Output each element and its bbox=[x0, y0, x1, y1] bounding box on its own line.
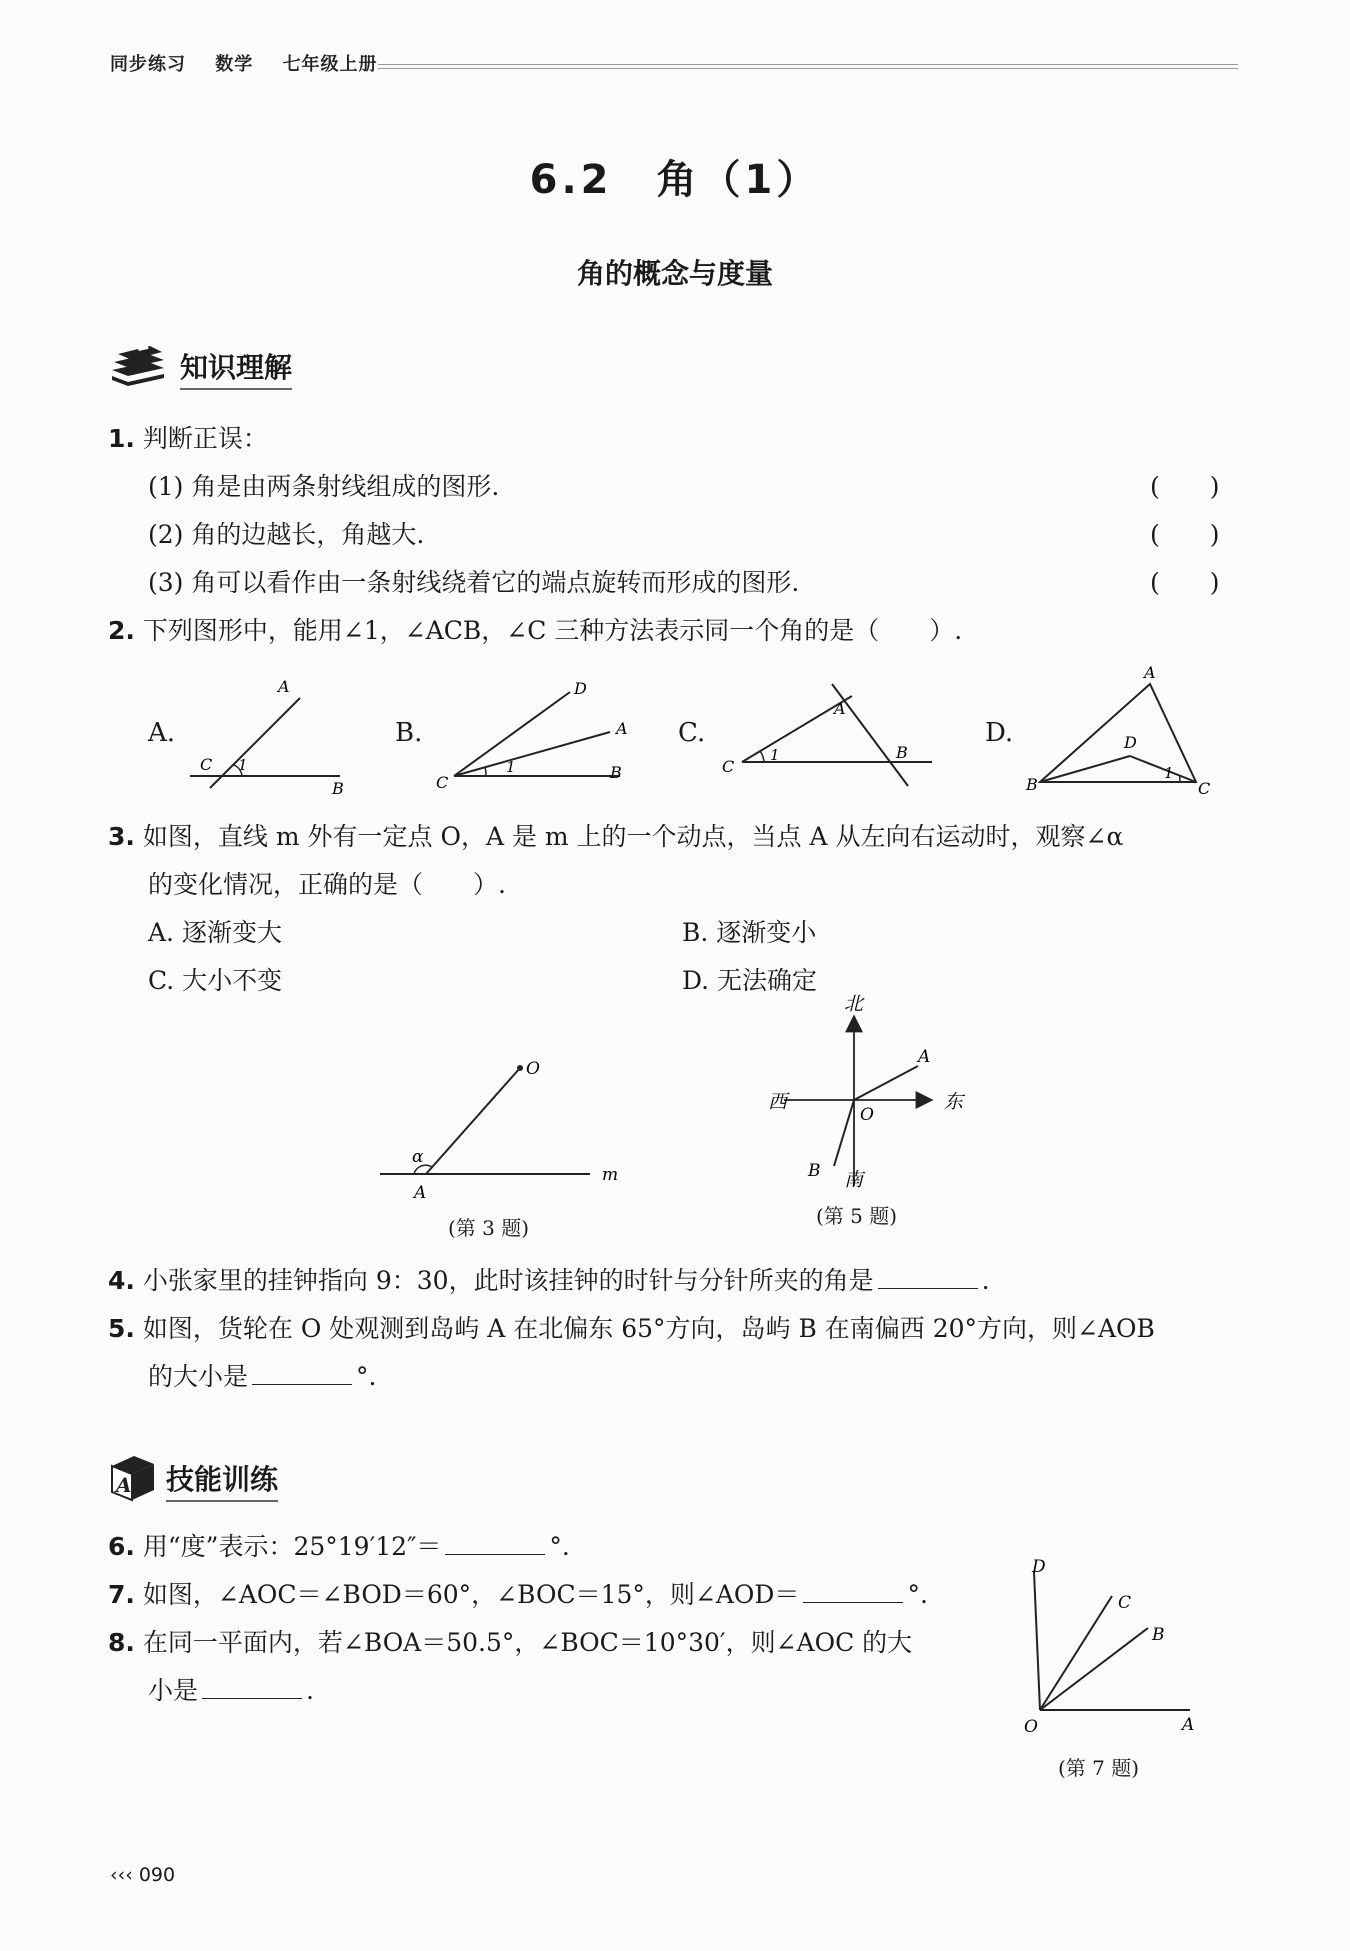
question-3-option-d: D. 无法确定 bbox=[682, 966, 818, 995]
question-1-number: 1. bbox=[108, 424, 135, 453]
question-8-text-2: 小是 bbox=[148, 1676, 199, 1705]
label-m: m bbox=[602, 1165, 619, 1185]
section-knowledge-title: 知识理解 bbox=[180, 346, 292, 390]
option-a-label: A. bbox=[148, 718, 176, 748]
figure-question-5 bbox=[760, 990, 980, 1200]
label-o: O bbox=[526, 1059, 540, 1079]
question-6-end: °. bbox=[549, 1532, 570, 1561]
option-c-label: C. bbox=[678, 718, 706, 748]
question-3-option-a: A. 逐渐变大 bbox=[148, 918, 282, 947]
answer-blank-8[interactable] bbox=[202, 1674, 302, 1699]
question-5-line-2 bbox=[148, 1360, 376, 1394]
figure-option-b bbox=[430, 672, 640, 802]
question-8-number: 8. bbox=[108, 1628, 135, 1657]
a-cube-icon bbox=[108, 1452, 158, 1502]
question-1-text: 判断正误： bbox=[142, 424, 268, 453]
label-b: B bbox=[610, 763, 622, 782]
question-3-text-2: 的变化情况，正确的是（ ）. bbox=[148, 870, 506, 899]
figure-question-3 bbox=[370, 1050, 630, 1210]
question-5-text-1: 如图，货轮在 O 处观测到岛屿 A 在北偏东 65°方向，岛屿 B 在南偏西 20°方向，则∠AOB bbox=[142, 1314, 1155, 1343]
label-one: 1 bbox=[770, 746, 780, 764]
label-d: D bbox=[1124, 733, 1137, 752]
caption-question-7: (第 7 题) bbox=[1058, 1756, 1140, 1780]
question-8 bbox=[108, 1626, 912, 1660]
label-b: B bbox=[808, 1161, 821, 1181]
question-1-item-1: (1) 角是由两条射线组成的图形. bbox=[148, 472, 500, 501]
label-c: C bbox=[200, 755, 213, 774]
question-3 bbox=[108, 820, 1123, 854]
option-d-label: D. bbox=[985, 718, 1014, 748]
question-6-text: 用“度”表示：25°19′12″＝ bbox=[142, 1532, 442, 1561]
label-a: A bbox=[918, 1047, 931, 1067]
page-marker: ‹‹‹ bbox=[110, 1864, 133, 1886]
label-c: C bbox=[436, 773, 449, 792]
label-a: A bbox=[1144, 663, 1156, 682]
question-3-option-c: C. 大小不变 bbox=[148, 966, 283, 995]
figure-question-7 bbox=[1010, 1550, 1220, 1740]
question-8-line-2 bbox=[148, 1674, 314, 1708]
question-7 bbox=[108, 1578, 928, 1612]
question-1-item-2: (2) 角的边越长，角越大. bbox=[148, 520, 425, 549]
page-number bbox=[110, 1864, 175, 1886]
section-skills-title: 技能训练 bbox=[166, 1458, 278, 1502]
answer-blank-6[interactable] bbox=[445, 1530, 545, 1555]
label-d: D bbox=[574, 679, 587, 698]
label-c: C bbox=[722, 757, 735, 776]
answer-blank-5[interactable] bbox=[252, 1360, 352, 1385]
label-north: 北 bbox=[844, 993, 864, 1015]
svg-text:A: A bbox=[116, 1473, 132, 1497]
label-east: 东 bbox=[944, 1091, 964, 1113]
section-skills bbox=[108, 1452, 279, 1506]
label-one: 1 bbox=[238, 756, 248, 774]
label-o: O bbox=[1024, 1717, 1038, 1737]
figure-option-c bbox=[712, 670, 942, 800]
page-subtitle: 角的概念与度量 bbox=[576, 257, 773, 290]
question-2-text: 下列图形中，能用∠1，∠ACB，∠C 三种方法表示同一个角的是（ ）. bbox=[142, 616, 963, 645]
caption-question-3: (第 3 题) bbox=[448, 1216, 530, 1240]
label-one: 1 bbox=[1164, 764, 1174, 782]
question-7-number: 7. bbox=[108, 1580, 135, 1609]
label-b: B bbox=[1026, 775, 1038, 794]
label-alpha: α bbox=[412, 1147, 424, 1167]
question-5 bbox=[108, 1312, 1155, 1346]
page-title: 6.2 角（1） bbox=[529, 157, 821, 203]
label-a: A bbox=[834, 699, 846, 718]
question-1-item-3: (3) 角可以看作由一条射线绕着它的端点旋转而形成的图形. bbox=[148, 568, 800, 597]
header-grade: 七年级上册 bbox=[282, 54, 378, 75]
question-5-number: 5. bbox=[108, 1314, 135, 1343]
question-4-number: 4. bbox=[108, 1266, 135, 1295]
question-6 bbox=[108, 1530, 570, 1564]
label-one: 1 bbox=[506, 758, 516, 776]
question-2 bbox=[108, 614, 962, 648]
question-7-text: 如图，∠AOC＝∠BOD＝60°，∠BOC＝15°，则∠AOD＝ bbox=[142, 1580, 800, 1609]
question-8-text-1: 在同一平面内，若∠BOA＝50.5°，∠BOC＝10°30′，则∠AOC 的大 bbox=[142, 1628, 913, 1657]
books-icon bbox=[108, 340, 168, 386]
label-d: D bbox=[1032, 1557, 1046, 1577]
figure-option-d bbox=[1020, 660, 1220, 800]
answer-blank-7[interactable] bbox=[803, 1578, 903, 1603]
label-o: O bbox=[860, 1105, 874, 1125]
header-rule bbox=[378, 64, 1238, 69]
answer-paren-2: ( ) bbox=[1150, 520, 1220, 549]
label-c: C bbox=[1118, 1593, 1132, 1613]
section-knowledge bbox=[108, 340, 293, 390]
question-6-number: 6. bbox=[108, 1532, 135, 1561]
question-3-option-b: B. 逐渐变小 bbox=[682, 918, 817, 947]
label-a: A bbox=[1182, 1715, 1195, 1735]
label-west: 西 bbox=[768, 1091, 788, 1113]
page-number-text: 090 bbox=[138, 1864, 176, 1886]
label-a: A bbox=[616, 719, 628, 738]
question-4 bbox=[108, 1264, 990, 1298]
answer-paren-3: ( ) bbox=[1150, 568, 1220, 597]
caption-question-5: (第 5 题) bbox=[816, 1204, 898, 1228]
answer-paren-1: ( ) bbox=[1150, 472, 1220, 501]
label-b: B bbox=[896, 743, 908, 762]
question-3-number: 3. bbox=[108, 822, 135, 851]
question-8-end: . bbox=[306, 1676, 314, 1705]
header-series: 同步练习 bbox=[110, 54, 186, 75]
question-4-end: . bbox=[981, 1266, 990, 1295]
running-header bbox=[110, 50, 400, 76]
option-b-label: B. bbox=[395, 718, 423, 748]
label-a: A bbox=[278, 677, 290, 696]
figure-option-a bbox=[180, 670, 360, 800]
question-1 bbox=[108, 422, 268, 456]
label-south: 南 bbox=[844, 1169, 864, 1191]
question-7-end: °. bbox=[907, 1580, 928, 1609]
label-a: A bbox=[414, 1183, 427, 1203]
label-c: C bbox=[1198, 779, 1211, 798]
question-5-text-2: 的大小是 bbox=[148, 1362, 249, 1391]
label-b: B bbox=[1152, 1625, 1165, 1645]
question-2-number: 2. bbox=[108, 616, 135, 645]
label-b: B bbox=[332, 779, 344, 798]
question-4-text: 小张家里的挂钟指向 9：30，此时该挂钟的时针与分针所夹的角是 bbox=[142, 1266, 874, 1295]
question-5-end: °. bbox=[356, 1362, 377, 1391]
answer-blank-4[interactable] bbox=[878, 1264, 978, 1289]
question-3-text-1: 如图，直线 m 外有一定点 O，A 是 m 上的一个动点，当点 A 从左向右运动时，观察∠α bbox=[142, 822, 1124, 851]
header-subject: 数学 bbox=[215, 54, 254, 75]
